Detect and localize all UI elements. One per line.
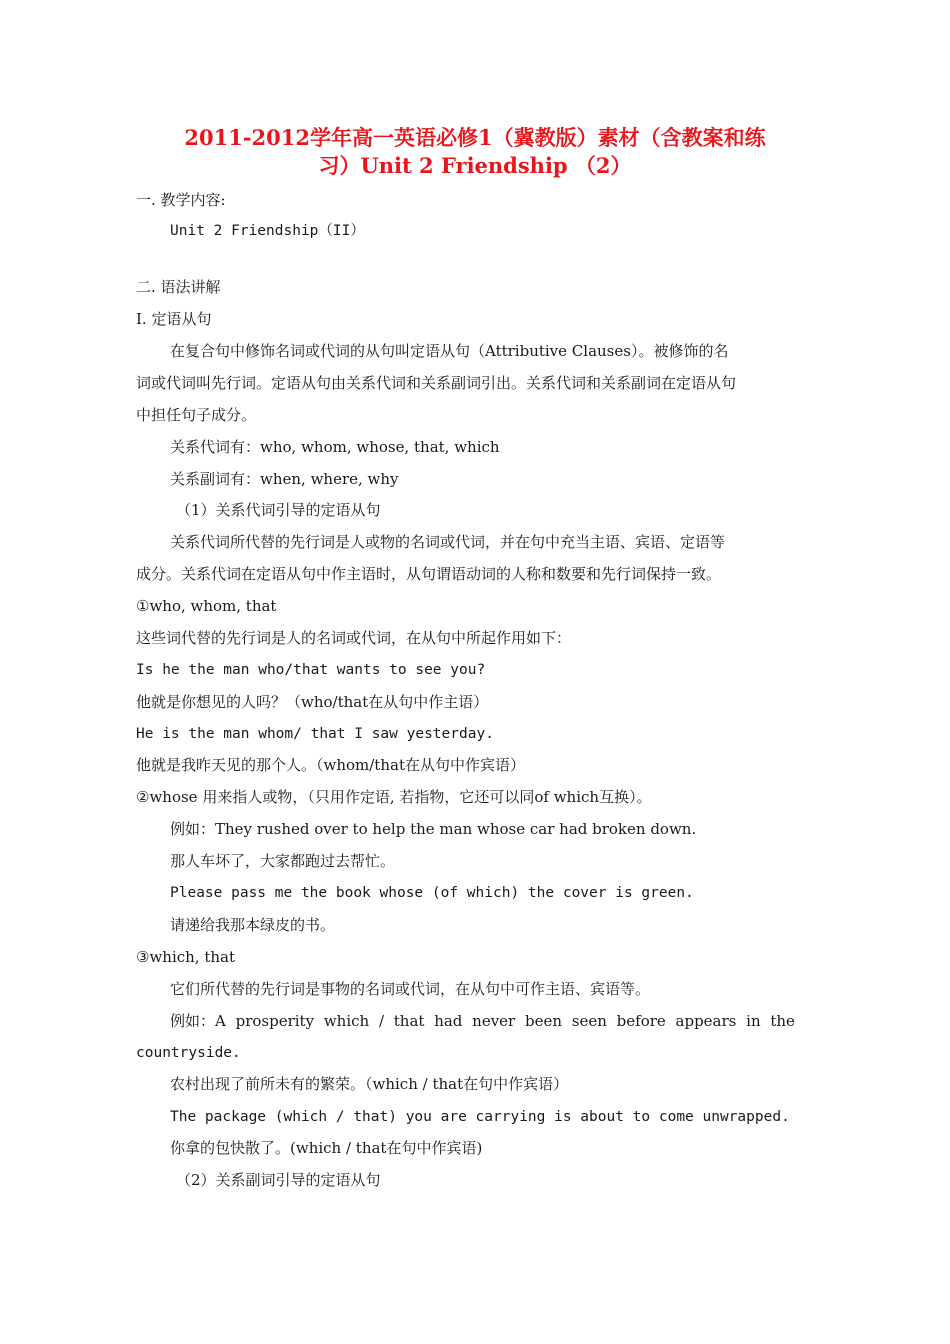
section-heading-grammar: 二. 语法讲解 [136,278,221,296]
example-sentence: He is the man whom/ that I saw yesterday. [136,726,494,742]
document-title-line-1: 2011-2012学年高一英语必修1（冀教版）素材（含教案和练 [184,125,766,150]
paragraph-line: 它们所代替的先行词是事物的名词或代词，在从句中可作主语、宾语等。 [170,980,651,998]
example-sentence-continued: countryside. [136,1045,241,1061]
paragraph-line: 这些词代替的先行词是人的名词或代词，在从句中所起作用如下： [136,629,572,647]
paragraph-line: 关系代词所代替的先行词是人或物的名词或代词，并在句中充当主语、宾语、定语等 [170,533,726,551]
section-heading-teaching-content: 一. 教学内容: [136,191,226,209]
paragraph-line: 词或代词叫先行词。定语从句由关系代词和关系副词引出。关系代词和关系副词在定语从句 [136,374,737,392]
subheading-attributive-clause: I. 定语从句 [136,310,212,328]
paragraph-line: 中担任句子成分。 [136,406,257,424]
paragraph-line: 成分。关系代词在定语从句中作主语时，从句谓语动词的人称和数要和先行词保持一致。 [136,565,722,583]
example-translation: 那人车坏了，大家都跑过去帮忙。 [170,852,396,870]
item-which-that: ③which, that [136,948,236,966]
relative-pronouns-list: 关系代词有：who, whom, whose, that, which [170,438,500,456]
example-translation: 请递给我那本绿皮的书。 [170,916,336,934]
unit-label: Unit 2 Friendship（II） [170,223,365,239]
example-sentence: 例如：A prosperity which / that had never been seen before appears in the [170,1012,795,1030]
subheading-adverb-clause: （2）关系副词引导的定语从句 [176,1171,381,1189]
example-translation: 农村出现了前所未有的繁荣。（which / that在句中作宾语） [170,1075,569,1093]
document-title-line-2: 习）Unit 2 Friendship （2） [318,153,632,178]
item-whose: ②whose 用来指人或物，（只用作定语, 若指物，它还可以同of which互换）。 [136,788,652,806]
relative-adverbs-list: 关系副词有：when, where, why [170,470,399,488]
subheading-pronoun-clause: （1）关系代词引导的定语从句 [176,501,381,519]
example-sentence: The package (which / that) you are carrying is about to come unwrapped. [170,1109,790,1125]
example-translation: 他就是你想见的人吗？（who/that在从句中作主语） [136,693,489,711]
paragraph-line: 在复合句中修饰名词或代词的从句叫定语从句（Attributive Clauses）。被修饰的名 [170,342,729,360]
example-sentence: 例如：They rushed over to help the man whose car had broken down. [170,820,697,838]
item-who-whom-that: ①who, whom, that [136,597,277,615]
example-translation: 你拿的包快散了。(which / that在句中作宾语) [170,1139,483,1157]
example-translation: 他就是我昨天见的那个人。（whom/that在从句中作宾语） [136,756,525,774]
example-sentence: Please pass me the book whose (of which) the cover is green. [170,885,694,901]
example-sentence: Is he the man who/that wants to see you? [136,662,486,678]
